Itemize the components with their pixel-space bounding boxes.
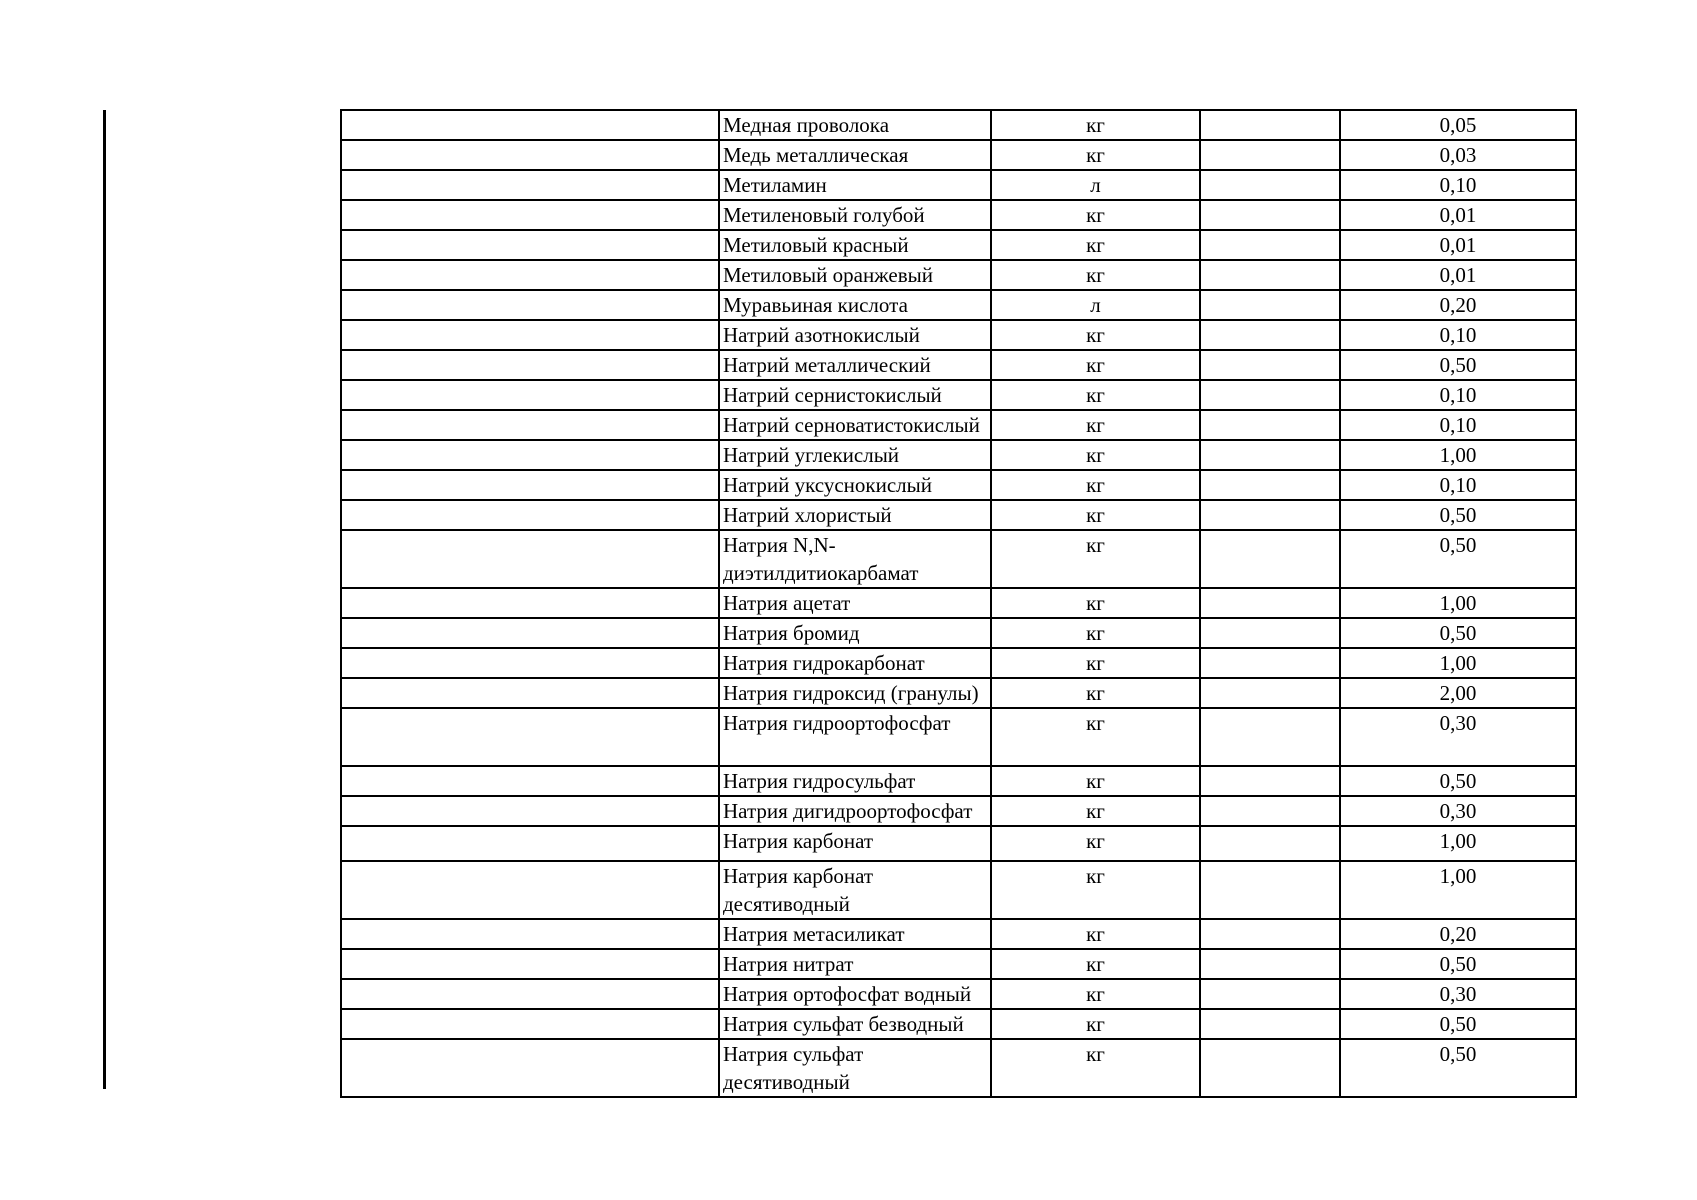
table-row	[341, 470, 1576, 500]
quantity-cell: 1,00	[1340, 440, 1576, 470]
unit-cell: кг	[991, 230, 1200, 260]
quantity-cell: 0,20	[1340, 290, 1576, 320]
material-name: Натрий уксуснокислый	[719, 470, 991, 500]
unit-cell: кг	[991, 260, 1200, 290]
unit-cell: кг	[991, 530, 1200, 588]
empty-cell	[341, 708, 719, 766]
table-row	[341, 1039, 1576, 1097]
empty-cell	[1200, 588, 1340, 618]
quantity-cell: 0,10	[1340, 380, 1576, 410]
table-row	[341, 290, 1576, 320]
empty-cell	[341, 140, 719, 170]
quantity-cell: 0,30	[1340, 979, 1576, 1009]
empty-cell	[1200, 200, 1340, 230]
empty-cell	[341, 979, 719, 1009]
empty-cell	[1200, 350, 1340, 380]
empty-cell	[1200, 530, 1340, 588]
quantity-cell: 1,00	[1340, 861, 1576, 919]
material-name: Натрия бромид	[719, 618, 991, 648]
empty-cell	[1200, 170, 1340, 200]
empty-cell	[341, 350, 719, 380]
empty-cell	[1200, 949, 1340, 979]
material-name: Натрий углекислый	[719, 440, 991, 470]
quantity-cell: 1,00	[1340, 826, 1576, 861]
table-row	[341, 949, 1576, 979]
material-name: Натрий хлористый	[719, 500, 991, 530]
empty-cell	[341, 861, 719, 919]
quantity-cell: 0,20	[1340, 919, 1576, 949]
material-name: Натрий сернистокислый	[719, 380, 991, 410]
table-row	[341, 320, 1576, 350]
material-name: Натрия ортофосфат водный	[719, 979, 991, 1009]
empty-cell	[1200, 470, 1340, 500]
empty-cell	[341, 200, 719, 230]
empty-cell	[341, 1039, 719, 1097]
empty-cell	[1200, 919, 1340, 949]
quantity-cell: 2,00	[1340, 678, 1576, 708]
empty-cell	[1200, 380, 1340, 410]
unit-cell: л	[991, 290, 1200, 320]
quantity-cell: 0,50	[1340, 618, 1576, 648]
table-row	[341, 110, 1576, 140]
empty-cell	[341, 380, 719, 410]
material-name: Натрий азотнокислый	[719, 320, 991, 350]
material-name: Натрия сульфат безводный	[719, 1009, 991, 1039]
empty-cell	[341, 618, 719, 648]
quantity-cell: 0,01	[1340, 230, 1576, 260]
empty-cell	[341, 919, 719, 949]
unit-cell: кг	[991, 861, 1200, 919]
empty-cell	[341, 678, 719, 708]
unit-cell: кг	[991, 1039, 1200, 1097]
empty-cell	[341, 500, 719, 530]
unit-cell: кг	[991, 140, 1200, 170]
material-name: Метиловый оранжевый	[719, 260, 991, 290]
unit-cell: кг	[991, 826, 1200, 861]
unit-cell: кг	[991, 470, 1200, 500]
material-name: Медная проволока	[719, 110, 991, 140]
empty-cell	[341, 440, 719, 470]
quantity-cell: 0,05	[1340, 110, 1576, 140]
empty-cell	[341, 588, 719, 618]
table-row	[341, 618, 1576, 648]
empty-cell	[1200, 320, 1340, 350]
quantity-cell: 0,03	[1340, 140, 1576, 170]
quantity-cell: 0,50	[1340, 1039, 1576, 1097]
material-name: Натрия карбонат десятиводный	[719, 861, 991, 919]
empty-cell	[1200, 708, 1340, 766]
materials-table	[340, 109, 1577, 1098]
unit-cell: кг	[991, 949, 1200, 979]
table-row	[341, 796, 1576, 826]
table-row	[341, 708, 1576, 766]
empty-cell	[1200, 1009, 1340, 1039]
empty-cell	[341, 320, 719, 350]
material-name: Натрия сульфат десятиводный	[719, 1039, 991, 1097]
quantity-cell: 0,01	[1340, 200, 1576, 230]
empty-cell	[341, 766, 719, 796]
quantity-cell: 1,00	[1340, 648, 1576, 678]
empty-cell	[341, 110, 719, 140]
quantity-cell: 0,10	[1340, 410, 1576, 440]
table-row	[341, 230, 1576, 260]
table-row	[341, 1009, 1576, 1039]
empty-cell	[1200, 678, 1340, 708]
table-row	[341, 170, 1576, 200]
empty-cell	[1200, 979, 1340, 1009]
material-name: Натрия ацетат	[719, 588, 991, 618]
quantity-cell: 0,30	[1340, 708, 1576, 766]
quantity-cell: 0,50	[1340, 766, 1576, 796]
table-row	[341, 140, 1576, 170]
material-name: Медь металлическая	[719, 140, 991, 170]
empty-cell	[1200, 648, 1340, 678]
unit-cell: кг	[991, 648, 1200, 678]
table-row	[341, 979, 1576, 1009]
quantity-cell: 0,30	[1340, 796, 1576, 826]
unit-cell: кг	[991, 708, 1200, 766]
table-row	[341, 919, 1576, 949]
table-row	[341, 200, 1576, 230]
table-row	[341, 260, 1576, 290]
material-name: Натрия гидрокарбонат	[719, 648, 991, 678]
material-name: Натрий серноватистокислый	[719, 410, 991, 440]
material-name: Натрия нитрат	[719, 949, 991, 979]
empty-cell	[1200, 618, 1340, 648]
unit-cell: кг	[991, 110, 1200, 140]
quantity-cell: 0,50	[1340, 1009, 1576, 1039]
empty-cell	[341, 796, 719, 826]
unit-cell: кг	[991, 380, 1200, 410]
empty-cell	[341, 260, 719, 290]
empty-cell	[1200, 796, 1340, 826]
material-name: Муравьиная кислота	[719, 290, 991, 320]
empty-cell	[1200, 861, 1340, 919]
quantity-cell: 0,10	[1340, 170, 1576, 200]
material-name: Натрия гидроксид (гранулы)	[719, 678, 991, 708]
material-name: Натрия гидроортофосфат	[719, 708, 991, 766]
unit-cell: кг	[991, 979, 1200, 1009]
empty-cell	[1200, 110, 1340, 140]
unit-cell: кг	[991, 440, 1200, 470]
material-name: Натрий металлический	[719, 350, 991, 380]
material-name: Натрия карбонат	[719, 826, 991, 861]
material-name: Натрия N,N-диэтилдитиокарбамат	[719, 530, 991, 588]
empty-cell	[341, 949, 719, 979]
empty-cell	[1200, 440, 1340, 470]
empty-cell	[1200, 826, 1340, 861]
table-row	[341, 648, 1576, 678]
table-row	[341, 588, 1576, 618]
material-name: Натрия дигидроортофосфат	[719, 796, 991, 826]
empty-cell	[1200, 260, 1340, 290]
table-row	[341, 380, 1576, 410]
unit-cell: кг	[991, 618, 1200, 648]
empty-cell	[1200, 230, 1340, 260]
unit-cell: кг	[991, 796, 1200, 826]
empty-cell	[1200, 766, 1340, 796]
table-row	[341, 678, 1576, 708]
table-row	[341, 826, 1576, 861]
empty-cell	[341, 826, 719, 861]
unit-cell: кг	[991, 919, 1200, 949]
unit-cell: кг	[991, 1009, 1200, 1039]
quantity-cell: 0,50	[1340, 949, 1576, 979]
empty-cell	[1200, 410, 1340, 440]
unit-cell: кг	[991, 766, 1200, 796]
material-name: Натрия метасиликат	[719, 919, 991, 949]
quantity-cell: 0,50	[1340, 350, 1576, 380]
empty-cell	[1200, 140, 1340, 170]
quantity-cell: 0,50	[1340, 530, 1576, 588]
empty-cell	[341, 470, 719, 500]
empty-cell	[1200, 290, 1340, 320]
quantity-cell: 0,10	[1340, 470, 1576, 500]
unit-cell: кг	[991, 350, 1200, 380]
quantity-cell: 0,10	[1340, 320, 1576, 350]
table-row	[341, 500, 1576, 530]
unit-cell: кг	[991, 588, 1200, 618]
unit-cell: кг	[991, 410, 1200, 440]
empty-cell	[341, 1009, 719, 1039]
table-row	[341, 766, 1576, 796]
quantity-cell: 1,00	[1340, 588, 1576, 618]
quantity-cell: 0,01	[1340, 260, 1576, 290]
material-name: Метиловый красный	[719, 230, 991, 260]
unit-cell: кг	[991, 500, 1200, 530]
material-name: Метиламин	[719, 170, 991, 200]
unit-cell: кг	[991, 678, 1200, 708]
quantity-cell: 0,50	[1340, 500, 1576, 530]
empty-cell	[341, 170, 719, 200]
unit-cell: кг	[991, 320, 1200, 350]
empty-cell	[341, 530, 719, 588]
left-margin-line	[103, 110, 106, 1089]
material-name: Метиленовый голубой	[719, 200, 991, 230]
unit-cell: кг	[991, 200, 1200, 230]
material-name: Натрия гидросульфат	[719, 766, 991, 796]
empty-cell	[341, 230, 719, 260]
unit-cell: л	[991, 170, 1200, 200]
empty-cell	[341, 410, 719, 440]
empty-cell	[341, 648, 719, 678]
empty-cell	[1200, 1039, 1340, 1097]
table-row	[341, 440, 1576, 470]
table-row	[341, 350, 1576, 380]
table-row	[341, 861, 1576, 919]
empty-cell	[341, 290, 719, 320]
table-row	[341, 530, 1576, 588]
table-row	[341, 410, 1576, 440]
empty-cell	[1200, 500, 1340, 530]
